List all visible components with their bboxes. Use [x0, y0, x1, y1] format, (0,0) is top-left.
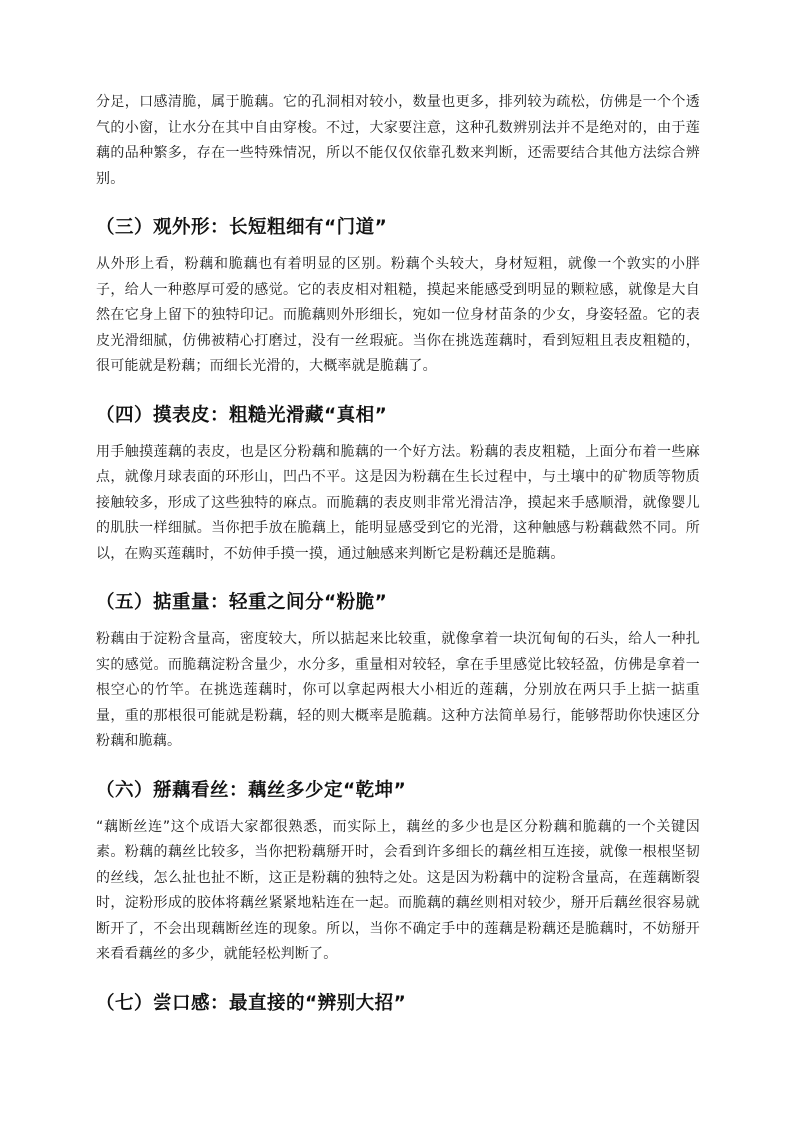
section-3-paragraph: 从外形上看，粉藕和脆藕也有着明显的区别。粉藕个头较大，身材短粗，就像一个敦实的小胖子，给人一种憨厚可爱的感觉。它的表皮相对粗糙，摸起来能感受到明显的颗粒感，就像是大自然在它身上留下的独特印记。而脆藕则外形细长，宛如一位身材苗条的少女，身姿轻盈。它的表皮光滑细腻，仿佛被精心打磨过，没有一丝瑕疵。当你在挑选莲藕时，看到短粗且表皮粗糙的，很可能就是粉藕；而细长光滑的，大概率就是脆藕了。 [96, 256, 700, 374]
section-6-heading: （六）掰藕看丝：藕丝多少定“乾坤” [96, 779, 407, 801]
section-3-heading: （三）观外形：长短粗细有“门道” [96, 217, 388, 238]
section-4-heading: （四）摸表皮：粗糙光滑藏“真相” [96, 404, 388, 426]
section-7-heading: （七）尝口感：最直接的“辨别大招” [96, 992, 407, 1014]
section-5-paragraph: 粉藕由于淀粉含量高，密度较大，所以掂起来比较重，就像拿着一块沉甸甸的石头，给人一种扎实的感觉。而脆藕淀粉含量少，水分多，重量相对较轻，拿在手里感觉比较轻盈，仿佛是拿着一根空心的竹竿。在挑选莲藕时，你可以拿起两根大小相近的莲藕，分别放在两只手上掂一掂重量，重的那根很可能就是粉藕，轻的则大概率是脆藕。这种方法简单易行，能够帮助你快速区分粉藕和脆藕。 [96, 631, 700, 749]
section-4-paragraph: 用手触摸莲藕的表皮，也是区分粉藕和脆藕的一个好方法。粉藕的表皮粗糙，上面分布着一些麻点，就像月球表面的环形山，凹凸不平。这是因为粉藕在生长过程中，与土壤中的矿物质等物质接触较多，形成了这些独特的麻点。而脆藕的表皮则非常光滑洁净，摸起来手感顺滑，就像婴儿的肌肤一样细腻。当你把手放在脆藕上，能明显感受到它的光滑，这种触感与粉藕截然不同。所以，在购买莲藕时，不妨伸手摸一摸，通过触感来判断它是粉藕还是脆藕。 [96, 443, 700, 562]
section-5-heading: （五）掂重量：轻重之间分“粉脆” [96, 592, 388, 613]
section-6-paragraph: “藕断丝连”这个成语大家都很熟悉，而实际上，藕丝的多少也是区分粉藕和脆藕的一个关键因素。粉藕的藕丝比较多，当你把粉藕掰开时，会看到许多细长的藕丝相互连接，就像一根根坚韧的丝线，怎么扯也扯不断，这正是粉藕的独特之处。这是因为粉藕中的淀粉含量高，在莲藕断裂时，淀粉形成的胶体将藕丝紧紧地粘连在一起。而脆藕的藕丝则相对较少，掰开后藕丝很容易就断开了，不会出现藕断丝连的现象。所以，当你不确定手中的莲藕是粉藕还是脆藕时，不妨掰开来看看藕丝的多少，就能轻松判断了。 [96, 818, 700, 962]
document-body [96, 90, 700, 1028]
intro-paragraph: 分足，口感清脆，属于脆藕。它的孔洞相对较小，数量也更多，排列较为疏松，仿佛是一个个透气的小窗，让水分在其中自由穿梭。不过，大家要注意，这种孔数辨别法并不是绝对的，由于莲藕的品种繁多，存在一些特殊情况，所以不能仅仅依靠孔数来判断，还需要结合其他方法综合辨别。 [96, 94, 700, 187]
